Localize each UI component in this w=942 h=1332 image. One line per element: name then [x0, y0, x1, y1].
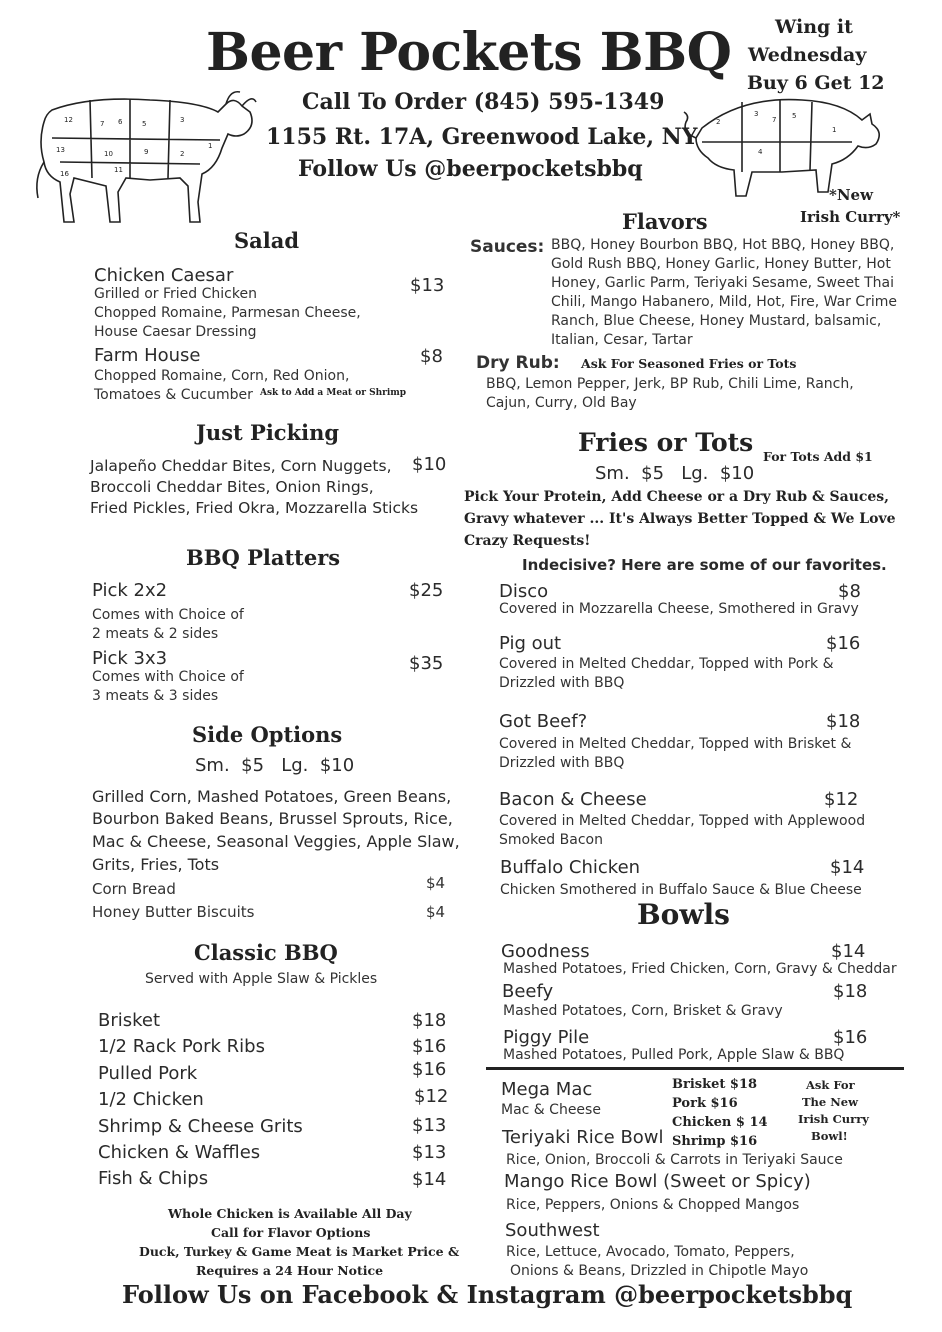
- fries-item-price: $16: [826, 633, 861, 654]
- flavors-heading: Flavors: [622, 209, 708, 234]
- platter-item-desc: Comes with Choice of: [92, 669, 244, 685]
- address-line: 1155 Rt. 17A, Greenwood Lake, NY: [266, 124, 698, 150]
- irish-curry-note: Bowl!: [811, 1129, 848, 1143]
- fries-item-desc: Covered in Melted Cheddar, Topped with Pork &: [499, 656, 834, 672]
- classic-note-line: Requires a 24 Hour Notice: [196, 1263, 384, 1278]
- new-flavor-line-1: *New: [829, 186, 874, 204]
- side-options-line: Grilled Corn, Mashed Potatoes, Green Beans,: [92, 787, 452, 806]
- classic-item-name: Shrimp & Cheese Grits: [98, 1116, 303, 1137]
- promo-line-3: Buy 6 Get 12: [747, 72, 885, 94]
- svg-text:2: 2: [180, 150, 185, 158]
- fries-item-price: $12: [824, 789, 859, 810]
- dry-rub-line: Cajun, Curry, Old Bay: [486, 395, 637, 411]
- svg-text:12: 12: [64, 116, 73, 124]
- bowl-item-desc: Mashed Potatoes, Fried Chicken, Corn, Gravy & Cheddar: [503, 961, 897, 977]
- fries-item-desc: Drizzled with BBQ: [499, 755, 625, 771]
- side-options-line: Mac & Cheese, Seasonal Veggies, Apple Slaw,: [92, 832, 460, 851]
- new-flavor-line-2: Irish Curry*: [800, 208, 901, 226]
- platter-item-desc: 2 meats & 2 sides: [92, 626, 219, 642]
- protein-price: Pork $16: [672, 1096, 738, 1111]
- fries-item-name: Pig out: [499, 633, 562, 654]
- classic-item-price: $13: [412, 1142, 447, 1163]
- protein-price: Shrimp $16: [672, 1134, 758, 1149]
- bowls-heading: Bowls: [637, 898, 730, 931]
- mega-mac-desc: Mac & Cheese: [501, 1102, 601, 1118]
- footer-social-line[interactable]: Follow Us on Facebook & Instagram @beerpocketsbbq: [122, 1280, 853, 1309]
- phone-line[interactable]: Call To Order (845) 595-1349: [302, 89, 665, 115]
- sauces-line: Ranch, Blue Cheese, Honey Mustard, balsamic,: [551, 313, 882, 329]
- platter-item-name: Pick 2x2: [92, 580, 168, 601]
- tots-note: For Tots Add $1: [763, 449, 873, 464]
- svg-text:3: 3: [754, 110, 759, 118]
- classic-item-price: $12: [414, 1086, 449, 1107]
- classic-item-price: $16: [412, 1059, 447, 1080]
- bowl-item-price: $14: [831, 941, 866, 962]
- irish-curry-note: The New: [802, 1095, 858, 1109]
- fries-sizes: Sm. $5 Lg. $10: [595, 463, 755, 484]
- promo-line-1: Wing it: [775, 16, 853, 38]
- classic-item-price: $16: [412, 1036, 447, 1057]
- irish-curry-note: Ask For: [806, 1078, 855, 1092]
- svg-text:5: 5: [142, 120, 147, 128]
- classic-item-name: 1/2 Rack Pork Ribs: [98, 1036, 265, 1057]
- side-extra-name: Corn Bread: [92, 880, 176, 898]
- rice-bowl-desc: Rice, Onion, Broccoli & Carrots in Teriyaki Sauce: [506, 1152, 843, 1168]
- platter-item-name: Pick 3x3: [92, 648, 168, 669]
- svg-text:1: 1: [208, 142, 213, 150]
- fries-item-name: Disco: [499, 581, 549, 602]
- svg-text:5: 5: [792, 112, 797, 120]
- just-picking-heading: Just Picking: [196, 420, 340, 445]
- just-picking-line: Jalapeño Cheddar Bites, Corn Nuggets,: [90, 457, 392, 475]
- fries-item-desc: Covered in Melted Cheddar, Topped with Applewood: [499, 813, 866, 829]
- irish-curry-note: Irish Curry: [798, 1112, 869, 1126]
- fries-heading: Fries or Tots: [578, 428, 754, 457]
- rice-bowl-name: Teriyaki Rice Bowl: [502, 1127, 664, 1148]
- side-extra-name: Honey Butter Biscuits: [92, 903, 255, 921]
- fries-pitch-line: Crazy Requests!: [464, 533, 591, 549]
- svg-text:4: 4: [758, 148, 763, 156]
- fries-item-price: $18: [826, 711, 861, 732]
- classic-item-price: $18: [412, 1010, 447, 1031]
- bowls-divider: [486, 1067, 904, 1070]
- protein-price: Brisket $18: [672, 1077, 758, 1092]
- mega-mac-name: Mega Mac: [501, 1079, 593, 1100]
- side-options-line: Grits, Fries, Tots: [92, 855, 220, 874]
- svg-text:13: 13: [56, 146, 65, 154]
- bowl-item-desc: Mashed Potatoes, Corn, Brisket & Gravy: [503, 1003, 783, 1019]
- salad-item-desc: Chopped Romaine, Parmesan Cheese,: [94, 305, 361, 321]
- platter-item-desc: Comes with Choice of: [92, 607, 244, 623]
- platter-item-desc: 3 meats & 3 sides: [92, 688, 219, 704]
- classic-item-name: 1/2 Chicken: [98, 1089, 204, 1110]
- rice-bowl-desc: Rice, Lettuce, Avocado, Tomato, Peppers,: [506, 1244, 795, 1260]
- salad-item-desc: Tomatoes & Cucumber: [94, 387, 253, 403]
- platter-item-price: $35: [409, 653, 444, 674]
- svg-text:9: 9: [144, 148, 149, 156]
- bowl-item-name: Beefy: [502, 981, 554, 1002]
- classic-item-name: Brisket: [98, 1010, 161, 1031]
- classic-bbq-subtitle: Served with Apple Slaw & Pickles: [145, 971, 378, 987]
- just-picking-line: Fried Pickles, Fried Okra, Mozzarella Sticks: [90, 499, 419, 517]
- salad-item-desc: House Caesar Dressing: [94, 324, 257, 340]
- salad-heading: Salad: [234, 228, 300, 253]
- classic-bbq-heading: Classic BBQ: [194, 940, 338, 965]
- salad-item-price: $8: [420, 346, 443, 367]
- favorites-intro: Indecisive? Here are some of our favorites.: [522, 556, 887, 574]
- classic-item-name: Pulled Pork: [98, 1063, 198, 1084]
- rice-bowl-desc: Rice, Peppers, Onions & Chopped Mangos: [506, 1197, 800, 1213]
- platter-item-price: $25: [409, 580, 444, 601]
- fries-pitch-line: Gravy whatever ... It's Always Better Topped & We Love: [464, 511, 896, 527]
- fries-item-desc: Covered in Mozzarella Cheese, Smothered in Gravy: [499, 601, 859, 617]
- bowl-item-name: Goodness: [501, 941, 590, 962]
- fries-pitch-line: Pick Your Protein, Add Cheese or a Dry Rub & Sauces,: [464, 489, 890, 505]
- fries-item-desc: Chicken Smothered in Buffalo Sauce & Blue Cheese: [500, 882, 862, 898]
- classic-item-name: Chicken & Waffles: [98, 1142, 261, 1163]
- svg-text:7: 7: [772, 116, 777, 124]
- svg-text:11: 11: [114, 166, 123, 174]
- pig-illustration: [672, 92, 882, 202]
- bbq-platters-heading: BBQ Platters: [186, 545, 341, 570]
- classic-note-line: Whole Chicken is Available All Day: [168, 1206, 412, 1221]
- fries-item-name: Buffalo Chicken: [500, 857, 641, 878]
- sauces-label: Sauces:: [470, 237, 545, 257]
- fries-item-name: Got Beef?: [499, 711, 588, 732]
- side-options-heading: Side Options: [192, 722, 343, 747]
- sauces-line: Honey, Garlic Parm, Teriyaki Sesame, Sweet Thai: [551, 275, 894, 291]
- sauces-line: Chili, Mango Habanero, Mild, Hot, Fire, War Crime: [551, 294, 898, 310]
- svg-text:6: 6: [118, 118, 123, 126]
- side-sizes: Sm. $5 Lg. $10: [195, 755, 355, 776]
- bowl-item-desc: Mashed Potatoes, Pulled Pork, Apple Slaw & BBQ: [503, 1047, 845, 1063]
- svg-text:3: 3: [180, 116, 185, 124]
- salad-item-desc: Grilled or Fried Chicken: [94, 286, 257, 302]
- fries-item-price: $8: [838, 581, 861, 602]
- fries-item-price: $14: [830, 857, 865, 878]
- sauces-line: Italian, Cesar, Tartar: [551, 332, 693, 348]
- just-picking-line: Broccoli Cheddar Bites, Onion Rings,: [90, 478, 374, 496]
- svg-text:2: 2: [716, 118, 721, 126]
- side-extra-price: $4: [426, 903, 446, 921]
- side-extra-price: $4: [426, 874, 446, 892]
- dry-rub-label: Dry Rub:: [476, 353, 560, 373]
- restaurant-title: Beer Pockets BBQ: [206, 22, 732, 83]
- fries-item-desc: Smoked Bacon: [499, 832, 603, 848]
- classic-note-line: Call for Flavor Options: [211, 1225, 371, 1240]
- sauces-line: Gold Rush BBQ, Honey Garlic, Honey Butter, Hot: [551, 256, 891, 272]
- dry-rub-line: BBQ, Lemon Pepper, Jerk, BP Rub, Chili Lime, Ranch,: [486, 376, 854, 392]
- just-picking-price: $10: [412, 454, 447, 475]
- dry-rub-note: Ask For Seasoned Fries or Tots: [581, 356, 797, 371]
- salad-add-meat-note: Ask to Add a Meat or Shrimp: [260, 388, 407, 398]
- rice-bowl-desc: Onions & Beans, Drizzled in Chipotle Mayo: [510, 1263, 809, 1279]
- sauces-line: BBQ, Honey Bourbon BBQ, Hot BBQ, Honey BBQ,: [551, 237, 895, 253]
- cow-illustration: [30, 82, 260, 232]
- rice-bowl-name: Southwest: [505, 1220, 600, 1241]
- salad-item-name: Chicken Caesar: [94, 265, 234, 286]
- classic-note-line: Duck, Turkey & Game Meat is Market Price &: [139, 1244, 460, 1259]
- fries-item-desc: Drizzled with BBQ: [499, 675, 625, 691]
- classic-item-price: $14: [412, 1169, 447, 1190]
- protein-price: Chicken $ 14: [672, 1115, 768, 1130]
- bowl-item-price: $18: [833, 981, 868, 1002]
- bowl-item-price: $16: [833, 1027, 868, 1048]
- svg-text:7: 7: [100, 120, 105, 128]
- svg-text:10: 10: [104, 150, 113, 158]
- fries-item-name: Bacon & Cheese: [499, 789, 647, 810]
- promo-line-2: Wednesday: [748, 44, 867, 66]
- rice-bowl-name: Mango Rice Bowl (Sweet or Spicy): [504, 1171, 811, 1192]
- bowl-item-name: Piggy Pile: [503, 1027, 590, 1048]
- salad-item-desc: Chopped Romaine, Corn, Red Onion,: [94, 368, 350, 384]
- svg-text:1: 1: [832, 126, 837, 134]
- salad-item-price: $13: [410, 275, 445, 296]
- classic-item-price: $13: [412, 1115, 447, 1136]
- social-handle-line[interactable]: Follow Us @beerpocketsbbq: [298, 156, 643, 182]
- svg-text:16: 16: [60, 170, 69, 178]
- classic-item-name: Fish & Chips: [98, 1168, 209, 1189]
- fries-item-desc: Covered in Melted Cheddar, Topped with Brisket &: [499, 736, 852, 752]
- side-options-line: Bourbon Baked Beans, Brussel Sprouts, Rice,: [92, 809, 453, 828]
- salad-item-name: Farm House: [94, 345, 201, 366]
